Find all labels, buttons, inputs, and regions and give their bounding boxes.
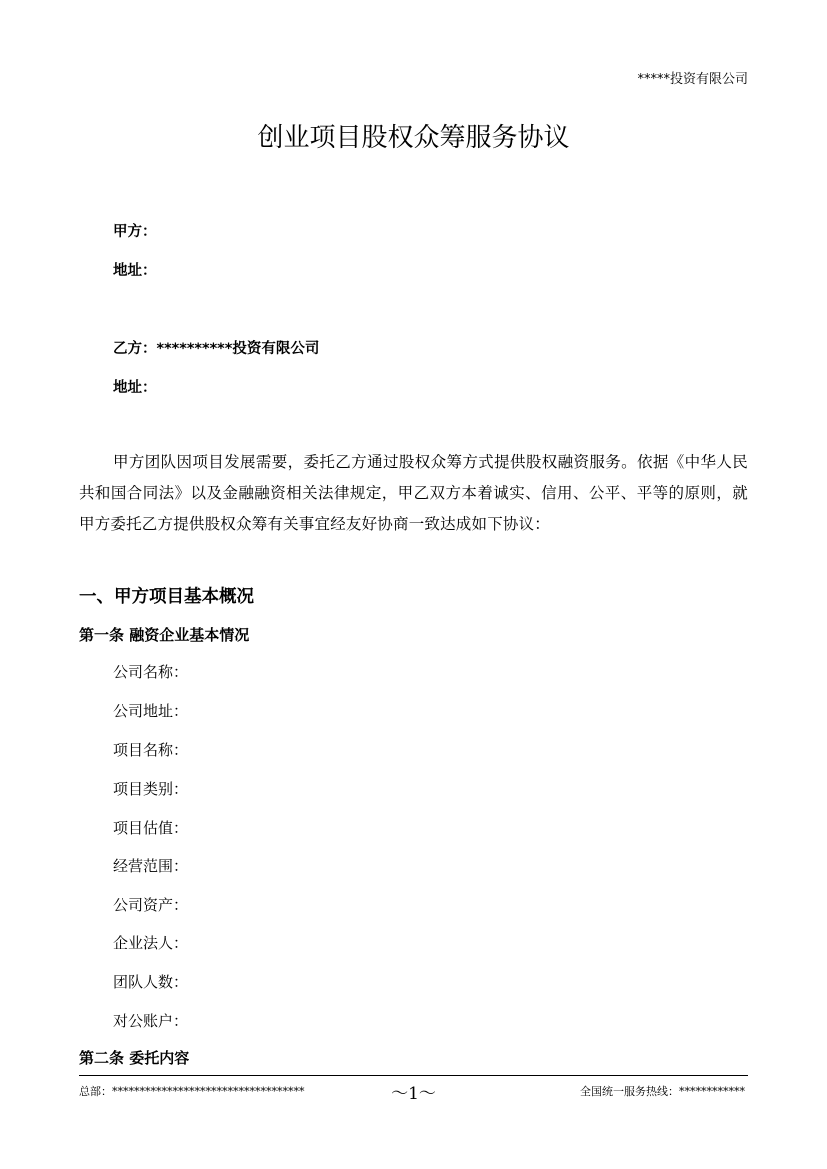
header-company: *****投资有限公司 bbox=[637, 72, 748, 87]
field-project-valuation: 项目估值： bbox=[113, 819, 189, 837]
intro-paragraph: 甲方团队因项目发展需要，委托乙方通过股权众筹方式提供股权融资服务。依据《中华人民共和国合同法》以及金融融资相关法律规定，甲乙双方本着诚实、信用、公平、平等的原则，就甲方委托乙方提供股权众筹有关事宜经友好协商一致达成如下协议： bbox=[79, 453, 748, 533]
field-corporate-account: 对公账户： bbox=[113, 1012, 189, 1030]
footer-headquarters: 总部：*********************************** bbox=[79, 1085, 305, 1098]
field-project-name: 项目名称： bbox=[113, 741, 189, 759]
party-a-label: 甲方： bbox=[113, 224, 157, 240]
footer-hotline: 全国统一服务热线：************ bbox=[580, 1085, 745, 1098]
page-title: 创业项目股权众筹服务协议 bbox=[257, 123, 570, 153]
field-business-scope: 经营范围： bbox=[113, 857, 189, 875]
field-company-name: 公司名称： bbox=[113, 663, 189, 681]
field-project-category: 项目类别： bbox=[113, 780, 189, 798]
party-b-label: 乙方：**********投资有限公司 bbox=[113, 341, 320, 357]
party-a-address-label: 地址： bbox=[113, 263, 157, 279]
section-heading: 一、甲方项目基本概况 bbox=[79, 587, 254, 607]
article-2-title: 第二条 委托内容 bbox=[79, 1049, 190, 1067]
page-number: ～1～ bbox=[391, 1084, 436, 1104]
field-legal-representative: 企业法人： bbox=[113, 934, 189, 952]
field-company-address: 公司地址： bbox=[113, 702, 189, 720]
footer-divider bbox=[79, 1075, 748, 1076]
field-team-size: 团队人数： bbox=[113, 973, 189, 991]
field-company-assets: 公司资产： bbox=[113, 896, 189, 914]
party-b-address-label: 地址： bbox=[113, 380, 157, 396]
article-1-title: 第一条 融资企业基本情况 bbox=[79, 626, 250, 644]
